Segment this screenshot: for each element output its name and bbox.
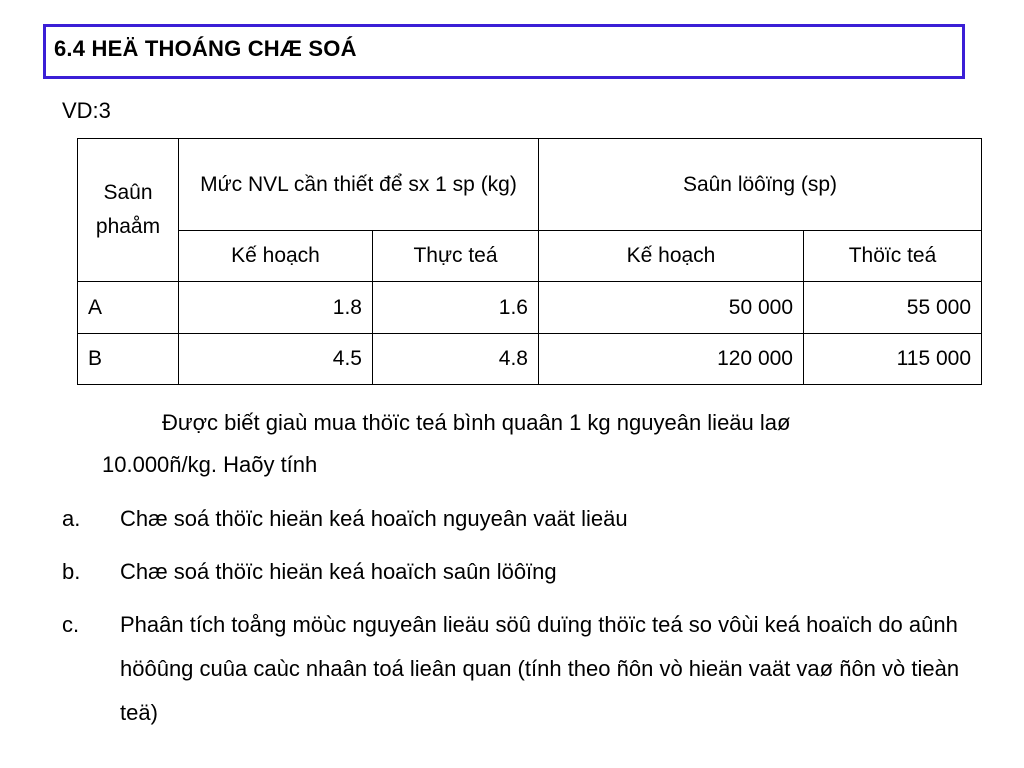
header-norm: Mức NVL cần thiết để sx 1 sp (kg) bbox=[179, 139, 539, 231]
table-subheader-row bbox=[78, 231, 982, 282]
row-norm-actual: 4.8 bbox=[373, 334, 539, 385]
list-item bbox=[62, 497, 992, 541]
table-header-row bbox=[78, 139, 982, 231]
list-item-text: Chæ soá thöïc hieän keá hoaïch nguyeân vaät lieäu bbox=[120, 506, 628, 531]
row-output-plan: 120 000 bbox=[539, 334, 804, 385]
list-item bbox=[62, 603, 992, 735]
row-output-actual: 55 000 bbox=[804, 282, 982, 334]
data-table bbox=[77, 138, 982, 385]
sub-plan-norm: Kế hoạch bbox=[179, 231, 373, 282]
problem-statement bbox=[102, 402, 982, 486]
row-output-actual: 115 000 bbox=[804, 334, 982, 385]
list-item bbox=[62, 550, 992, 594]
sub-plan-output: Kế hoạch bbox=[539, 231, 804, 282]
list-item-text: Phaân tích toång möùc nguyeân lieäu söû duïng thöïc teá so vôùi keá hoaïch do aûnh höôûng cuûa caùc nhaân toá lieân quan (tính theo ñôn vò hieän vaät vaø ñôn vò tieàn teä) bbox=[120, 612, 960, 725]
statement-line-1: Được biết giaù mua thöïc teá bình quaân 1 kg nguyeân lieäu laø bbox=[162, 410, 791, 435]
table-row bbox=[78, 282, 982, 334]
row-product: A bbox=[78, 282, 179, 334]
list-item-text: Chæ soá thöïc hieän keá hoaïch saûn löôïng bbox=[120, 559, 557, 584]
example-label: VD:3 bbox=[62, 98, 111, 123]
row-product: B bbox=[78, 334, 179, 385]
row-norm-plan: 1.8 bbox=[179, 282, 373, 334]
row-output-plan: 50 000 bbox=[539, 282, 804, 334]
list-marker: a. bbox=[62, 506, 81, 531]
task-list bbox=[62, 497, 992, 735]
row-norm-plan: 4.5 bbox=[179, 334, 373, 385]
table-row bbox=[78, 334, 982, 385]
header-output: Saûn löôïng (sp) bbox=[539, 139, 982, 231]
row-norm-actual: 1.6 bbox=[373, 282, 539, 334]
list-marker: b. bbox=[62, 559, 81, 584]
sub-actual-output: Thöïc teá bbox=[804, 231, 982, 282]
statement-line-2: 10.000ñ/kg. Haõy tính bbox=[102, 452, 318, 477]
sub-actual-norm: Thực teá bbox=[373, 231, 539, 282]
slide-title: 6.4 HEÄ THOÁNG CHÆ SOÁ bbox=[54, 36, 357, 61]
header-product: Saûn phaåm bbox=[78, 139, 179, 282]
list-marker: c. bbox=[62, 612, 80, 637]
